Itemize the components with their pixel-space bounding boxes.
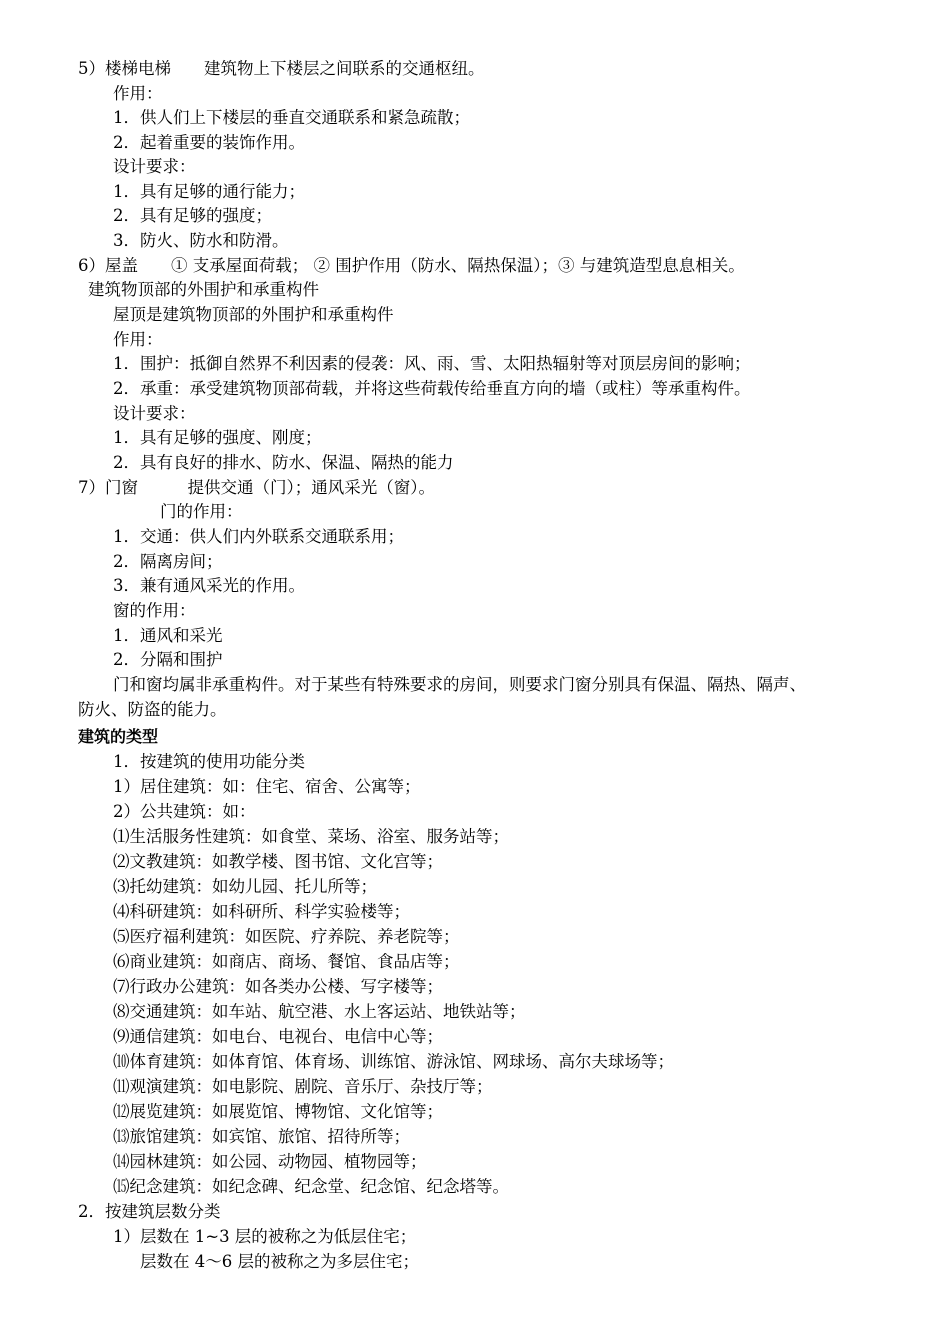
public-type-8: ⑻交通建筑：如车站、航空港、水上客运站、地铁站等； (113, 1002, 526, 1021)
window-function-heading: 窗的作用： (113, 601, 196, 620)
public-type-3: ⑶托幼建筑：如幼儿园、托儿所等； (113, 877, 377, 896)
residential-buildings: 1）居住建筑：如：住宅、宿舍、公寓等； (113, 777, 421, 796)
public-type-13: ⒀旅馆建筑：如宾馆、旅馆、招待所等； (113, 1127, 410, 1146)
roof-function-2: 2．承重：承受建筑物顶部荷载，并将这些荷载传给垂直方向的墙（或柱）等承重构件。 (113, 379, 751, 398)
public-type-10: ⑽体育建筑：如体育馆、体育场、训练馆、游泳馆、网球场、高尔夫球场等； (113, 1052, 674, 1071)
stairs-design-1: 1．具有足够的通行能力； (113, 182, 305, 201)
section-7-doors-windows: 7）门窗 提供交通（门）；通风采光（窗）。 (78, 478, 435, 497)
public-type-15: ⒂纪念建筑：如纪念碑、纪念堂、纪念馆、纪念塔等。 (113, 1177, 509, 1196)
door-function-heading: 门的作用： (160, 502, 243, 521)
public-type-5: ⑸医疗福利建筑：如医院、疗养院、养老院等； (113, 927, 460, 946)
section-5-stairs-elevator: 5）楼梯电梯 建筑物上下楼层之间联系的交通枢纽。 (78, 59, 485, 78)
multi-storey-residential: 层数在 4～6 层的被称之为多层住宅； (140, 1252, 419, 1271)
window-function-1: 1．通风和采光 (113, 626, 223, 645)
roof-design-2: 2．具有良好的排水、防水、保温、隔热的能力 (113, 453, 454, 472)
roof-design-1: 1．具有足够的强度、刚度； (113, 428, 322, 447)
public-type-11: ⑾观演建筑：如电影院、剧院、音乐厅、杂技厅等； (113, 1077, 493, 1096)
roof-function-1: 1．围护：抵御自然界不利因素的侵袭：风、雨、雪、太阳热辐射等对顶层房间的影响； (113, 354, 751, 373)
roof-description: 屋顶是建筑物顶部的外围护和承重构件 (113, 305, 394, 324)
roof-function-heading: 作用： (113, 330, 163, 349)
public-buildings: 2）公共建筑：如： (113, 802, 256, 821)
stairs-function-2: 2．起着重要的装饰作用。 (113, 133, 305, 152)
door-function-2: 2．隔离房间； (113, 552, 223, 571)
stairs-function-1: 1．供人们上下楼层的垂直交通联系和紧急疏散； (113, 108, 470, 127)
public-type-4: ⑷科研建筑：如科研所、科学实验楼等； (113, 902, 410, 921)
door-function-1: 1．交通：供人们内外联系交通联系用； (113, 527, 404, 546)
classification-by-floors: 2．按建筑层数分类 (78, 1202, 221, 1221)
window-function-2: 2．分隔和围护 (113, 650, 223, 669)
stairs-design-heading: 设计要求： (113, 157, 196, 176)
doors-windows-note-line-1: 门和窗均属非承重构件。对于某些有特殊要求的房间，则要求门窗分别具有保温、隔热、隔声、 (113, 675, 806, 694)
public-type-12: ⑿展览建筑：如展览馆、博物馆、文化馆等； (113, 1102, 443, 1121)
roof-design-heading: 设计要求： (113, 404, 196, 423)
low-rise-residential: 1）层数在 1~3 层的被称之为低层住宅； (113, 1227, 417, 1246)
stairs-design-3: 3．防火、防水和防滑。 (113, 231, 289, 250)
section-6-roof: 6）屋盖 ① 支承屋面荷载； ② 围护作用（防水、隔热保温）；③ 与建筑造型息息相关。 (78, 256, 745, 275)
doors-windows-note-line-2: 防火、防盗的能力。 (78, 700, 227, 719)
door-function-3: 3．兼有通风采光的作用。 (113, 576, 305, 595)
public-type-7: ⑺行政办公建筑：如各类办公楼、写字楼等； (113, 977, 443, 996)
stairs-design-2: 2．具有足够的强度； (113, 206, 272, 225)
public-type-2: ⑵文教建筑：如教学楼、图书馆、文化宫等； (113, 852, 443, 871)
public-type-14: ⒁园林建筑：如公园、动物园、植物园等； (113, 1152, 427, 1171)
public-type-6: ⑹商业建筑：如商店、商场、餐馆、食品店等； (113, 952, 460, 971)
classification-by-function: 1．按建筑的使用功能分类 (113, 752, 305, 771)
stairs-function-heading: 作用： (113, 84, 163, 103)
building-types-heading: 建筑的类型 (78, 727, 159, 746)
public-type-9: ⑼通信建筑：如电台、电视台、电信中心等； (113, 1027, 443, 1046)
public-type-1: ⑴生活服务性建筑：如食堂、菜场、浴室、服务站等； (113, 827, 509, 846)
roof-definition: 建筑物顶部的外围护和承重构件 (88, 280, 319, 299)
